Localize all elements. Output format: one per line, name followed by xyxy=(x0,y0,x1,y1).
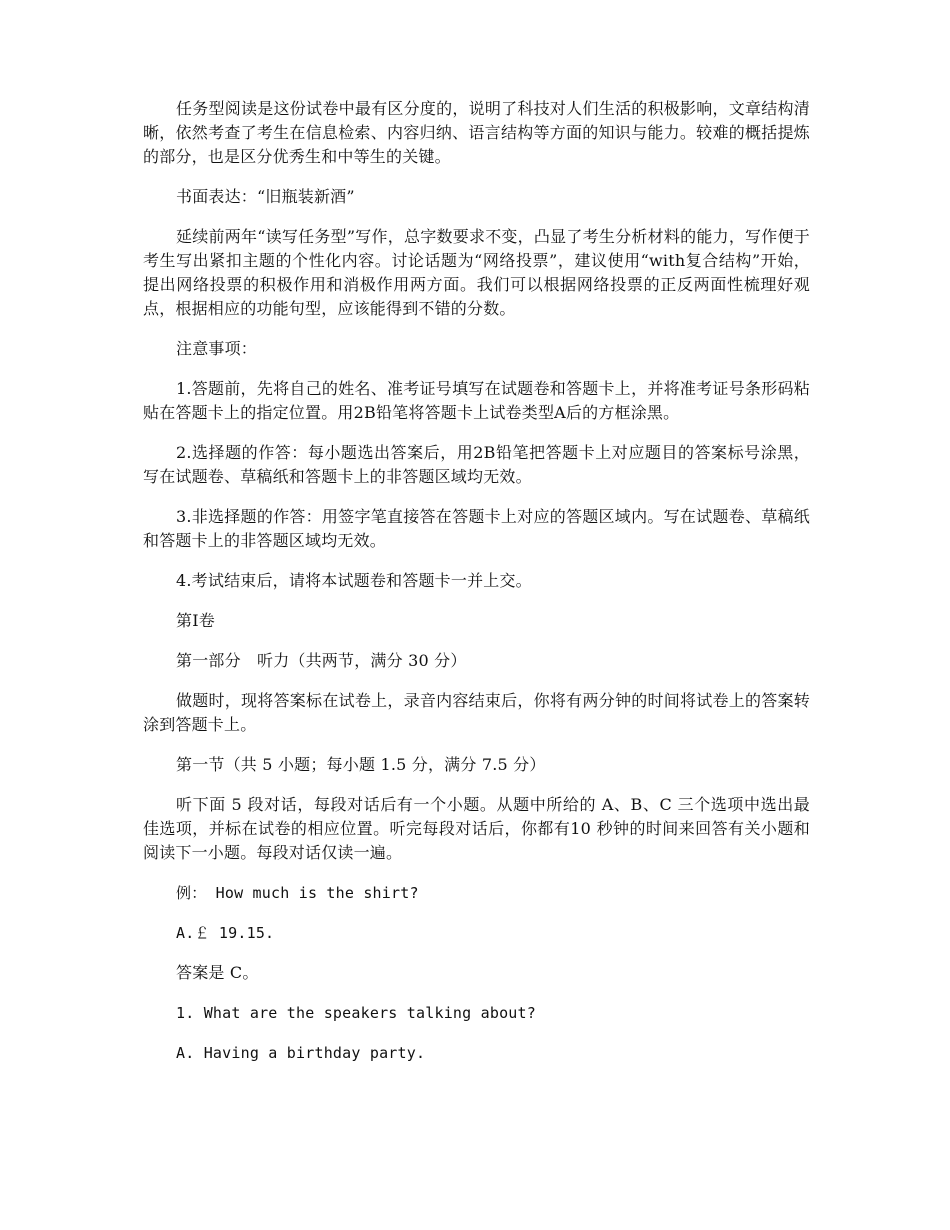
paragraph-example-option: A.￡ 19.15. xyxy=(176,924,275,942)
paragraph-note-2: 2.选择题的作答：每小题选出答案后，用2B铅笔把答题卡上对应题目的答案标号涂黑，写在试题卷、草稿纸和答题卡上的非答题区域均无效。 xyxy=(143,443,810,486)
paragraph-question-1-option-a: A. Having a birthday party. xyxy=(176,1044,426,1062)
document-body xyxy=(143,97,810,1081)
paragraph-example-question: 例： How much is the shirt? xyxy=(176,884,419,902)
paragraph-section-one-title: 第一节（共 5 小题；每小题 1.5 分，满分 7.5 分） xyxy=(176,755,546,774)
paragraph-section-one-instructions: 听下面 5 段对话，每段对话后有一个小题。从题中所给的 A、B、C 三个选项中选出最佳选项，并标在试卷的相应位置。听完每段对话后，你都有10 秒钟的时间来回答有关小题和阅读下一小题。每段对话仅读一遍。 xyxy=(143,795,810,862)
paragraph-notes-heading: 注意事项： xyxy=(176,339,258,358)
paragraph-volume-title: 第Ⅰ卷 xyxy=(176,611,215,630)
paragraph-example-answer: 答案是 C。 xyxy=(176,963,259,982)
paragraph-note-4: 4.考试结束后，请将本试题卷和答题卡一并上交。 xyxy=(176,571,532,590)
paragraph-note-3: 3.非选择题的作答：用签字笔直接答在答题卡上对应的答题区域内。写在试题卷、草稿纸和答题卡上的非答题区域均无效。 xyxy=(143,507,810,550)
paragraph-note-1: 1.答题前，先将自己的姓名、准考证号填写在试题卷和答题卡上，并将准考证号条形码粘贴在答题卡上的指定位置。用2B铅笔将答题卡上试卷类型A后的方框涂黑。 xyxy=(143,379,810,422)
paragraph-writing-analysis: 延续前两年“读写任务型”写作，总字数要求不变，凸显了考生分析材料的能力，写作便于考生写出紧扣主题的个性化内容。讨论话题为“网络投票”，建议使用“with复合结构”开始，提出网络投票的积极作用和消极作用两方面。我们可以根据网络投票的正反两面性梳理好观点，根据相应的功能句型，应该能得到不错的分数。 xyxy=(143,227,810,318)
paragraph-question-1: 1. What are the speakers talking about? xyxy=(176,1004,536,1022)
paragraph-writing-heading: 书面表达：“旧瓶装新酒” xyxy=(176,187,355,206)
paragraph-reading-analysis: 任务型阅读是这份试卷中最有区分度的，说明了科技对人们生活的积极影响，文章结构清晰，依然考查了考生在信息检索、内容归纳、语言结构等方面的知识与能力。较难的概括提炼的部分，也是区分优秀生和中等生的关键。 xyxy=(143,99,810,166)
paragraph-listening-instructions: 做题时，现将答案标在试卷上，录音内容结束后，你将有两分钟的时间将试卷上的答案转涂到答题卡上。 xyxy=(143,691,810,734)
paragraph-part-one-title: 第一部分 听力（共两节，满分 30 分） xyxy=(176,651,467,670)
